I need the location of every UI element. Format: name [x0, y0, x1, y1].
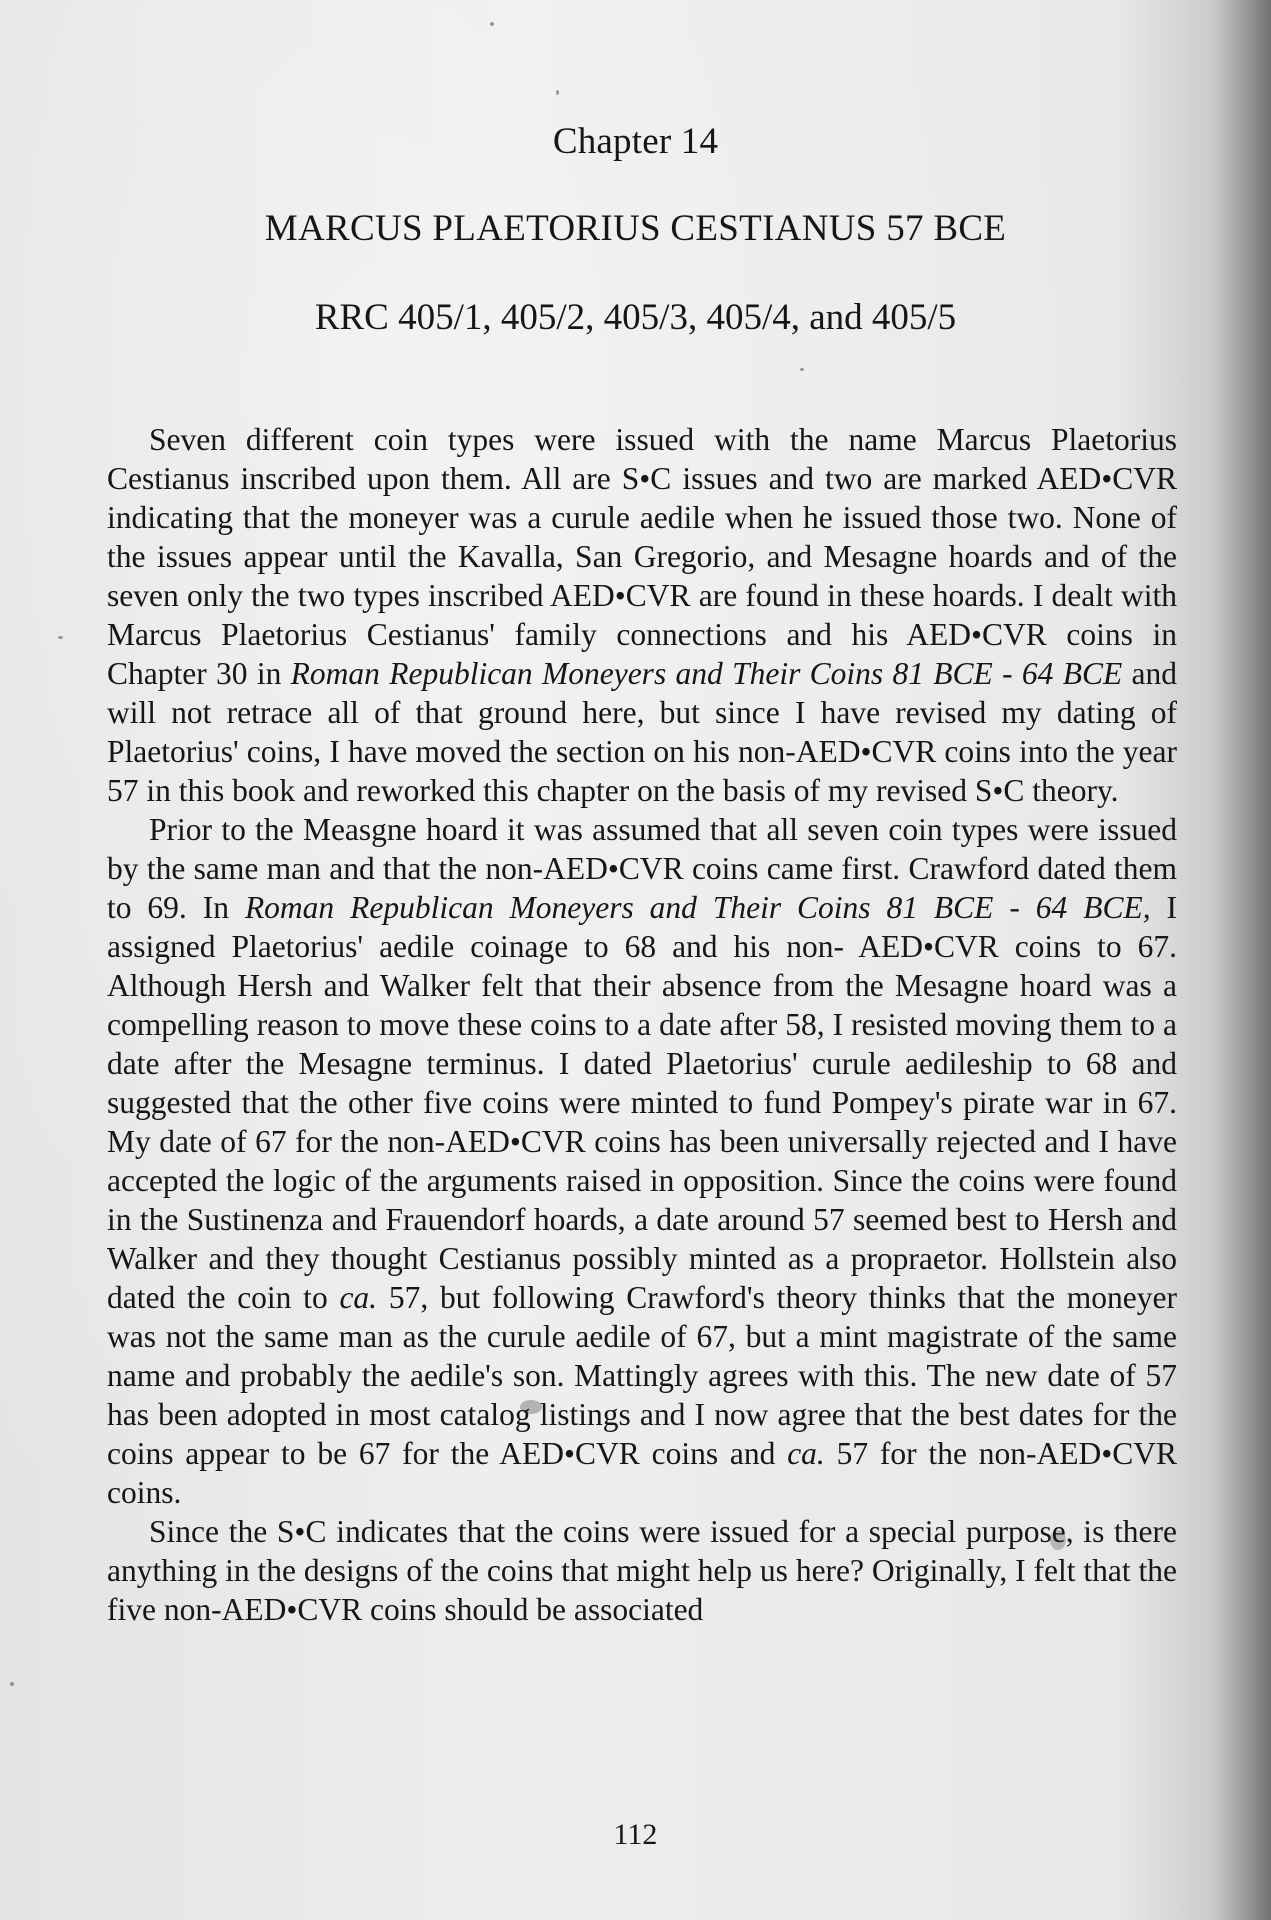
paragraph-text: 57 for the non-AED•CVR coins. [107, 1436, 1177, 1510]
body-text [107, 420, 1177, 1629]
binding-shadow [1211, 0, 1271, 1920]
italic-abbrev: ca. [339, 1280, 378, 1315]
chapter-label: Chapter 14 [552, 121, 719, 162]
book-title: Roman Republican Moneyers and Their Coins 81 BCE - 64 BCE [290, 656, 1123, 691]
book-title: Roman Republican Moneyers and Their Coins 81 BCE - 64 BCE, [244, 890, 1151, 925]
page-number: 112 [613, 1818, 658, 1851]
scan-speck [10, 1682, 14, 1686]
paragraph [107, 810, 1177, 1512]
paragraph-text: and will not retrace all of that ground here, but since I have revised my dating of Plaetorius' coins, I have moved the section on his non-AED•CVR coins into the year 57 in this book and reworked this chapter on the basis of my revised S•C theory. [107, 656, 1178, 808]
paragraph [107, 420, 1177, 810]
paragraph-text: Seven different coin types were issued with the name Marcus Plaetorius Cestianus inscribed upon them. All are S•C issues and two are marked AED•CVR indicating that the moneyer was a curule aedile when he issued those two. None of the issues appear until the Kavalla, San Gregorio, and Mesagne hoards and of the seven only the two types inscribed AED•CVR are found in these hoards. I dealt with Marcus Plaetorius Cestianus' family connections and his AED•CVR coins in Chapter 30 in [107, 422, 1177, 691]
paragraph-text: Since the S•C indicates that the coins were issued for a special purpose, is there anything in the designs of the coins that might help us here? Originally, I felt that the five non-AED•CVR coins should be associated [107, 1514, 1177, 1627]
rrc-references: RRC 405/1, 405/2, 405/3, 405/4, and 405/5 [314, 297, 957, 338]
scan-speck [800, 368, 804, 371]
paragraph-text: 57, but following Crawford's theory thinks that the moneyer was not the same man as the curule aedile of 67, but a mint magistrate of the same name and probably the aedile's son. Mattingly agrees with this. The new date of 57 has been adopted in most catalog listings and I now agree that the best dates for the coins appear to be 67 for the AED•CVR coins and [107, 1280, 1178, 1471]
scan-speck [58, 636, 63, 639]
scan-speck [556, 90, 559, 95]
italic-abbrev: ca. [787, 1436, 825, 1471]
paragraph [107, 1512, 1177, 1629]
paragraph-text: I assigned Plaetorius' aedile coinage to 68 and his non- AED•CVR coins to 67. Although Hersh and Walker felt that their absence from the Mesagne hoard was a compelling reason to move these coins to a date after 58, I resisted moving them to a date after the Mesagne terminus. I dated Plaetorius' curule aedileship to 68 and suggested that the other five coins were minted to fund Pompey's pirate war in 67. My date of 67 for the non-AED•CVR coins has been universally rejected and I have accepted the logic of the arguments raised in opposition. Since the coins were found in the Sustinenza and Frauendorf hoards, a date around 57 seemed best to Hersh and Walker and they thought Cestianus possibly minted as a propraetor. Hollstein also dated the coin to [107, 890, 1178, 1315]
scan-speck [490, 22, 494, 26]
chapter-title: MARCUS PLAETORIUS CESTIANUS 57 BCE [264, 208, 1007, 249]
paragraph-text: Prior to the Measgne hoard it was assumed that all seven coin types were issued by the same man and that the non-AED•CVR coins came first. Crawford dated them to 69. In [107, 812, 1177, 925]
